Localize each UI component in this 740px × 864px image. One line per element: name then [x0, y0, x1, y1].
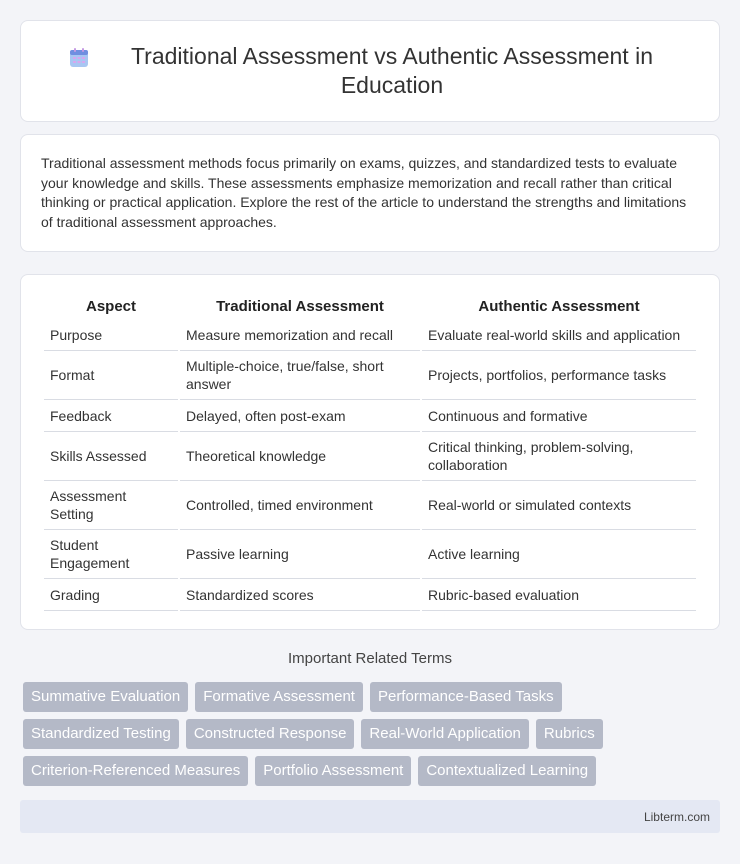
cell-traditional: Theoretical knowledge	[180, 432, 420, 481]
related-terms-list	[23, 682, 723, 786]
header-authentic: Authentic Assessment	[478, 298, 640, 315]
page-title: Traditional Assessment vs Authentic Assessment in Education	[130, 43, 653, 98]
cell-aspect: Assessment Setting	[44, 481, 178, 530]
tag-formative-assessment[interactable]: Formative Assessment	[195, 682, 363, 712]
cell-authentic: Continuous and formative	[422, 400, 696, 432]
tag-standardized-testing[interactable]: Standardized Testing	[23, 719, 179, 749]
tag-portfolio-assessment[interactable]: Portfolio Assessment	[255, 756, 411, 786]
cell-traditional: Passive learning	[180, 530, 420, 579]
tag-summative-evaluation[interactable]: Summative Evaluation	[23, 682, 188, 712]
table-row	[44, 319, 696, 351]
tag-rubrics[interactable]: Rubrics	[536, 719, 603, 749]
cell-authentic: Projects, portfolios, performance tasks	[422, 351, 696, 400]
table-row	[44, 579, 696, 611]
header-aspect: Aspect	[85, 298, 137, 315]
cell-authentic: Real-world or simulated contexts	[422, 481, 696, 530]
cell-traditional: Controlled, timed environment	[180, 481, 420, 530]
tag-contextualized-learning[interactable]: Contextualized Learning	[418, 756, 596, 786]
table-row	[44, 432, 696, 481]
table-row	[44, 351, 696, 400]
related-terms-heading: Important Related Terms	[288, 650, 452, 667]
tag-criterion-referenced-measures[interactable]: Criterion-Referenced Measures	[23, 756, 248, 786]
cell-traditional: Delayed, often post-exam	[180, 400, 420, 432]
cell-authentic: Active learning	[422, 530, 696, 579]
cell-aspect: Purpose	[44, 319, 178, 351]
table-row	[44, 530, 696, 579]
tag-real-world-application[interactable]: Real-World Application	[361, 719, 528, 749]
title-card	[20, 20, 720, 122]
comparison-table	[42, 295, 698, 611]
cell-authentic: Rubric-based evaluation	[422, 579, 696, 611]
cell-aspect: Student Engagement	[44, 530, 178, 579]
cell-traditional: Measure memorization and recall	[180, 319, 420, 351]
calendar-icon	[68, 47, 90, 69]
table-row	[44, 400, 696, 432]
intro-paragraph: Traditional assessment methods focus primarily on exams, quizzes, and standardized tests to evaluate your knowledge and skills. These assessments emphasize memorization and recall rather than critical thinking or practical application. Explore the rest of the article to understand the strengths and limitations of traditional assessment approaches.	[41, 155, 687, 230]
table-row	[44, 481, 696, 530]
cell-aspect: Grading	[44, 579, 178, 611]
tag-performance-based-tasks[interactable]: Performance-Based Tasks	[370, 682, 562, 712]
cell-authentic: Evaluate real-world skills and application	[422, 319, 696, 351]
cell-authentic: Critical thinking, problem-solving, collaboration	[422, 432, 696, 481]
cell-traditional: Multiple-choice, true/false, short answer	[180, 351, 420, 400]
tag-constructed-response[interactable]: Constructed Response	[186, 719, 355, 749]
table-header-row	[44, 295, 696, 319]
comparison-table-card	[20, 274, 720, 630]
intro-card	[20, 134, 720, 252]
cell-aspect: Feedback	[44, 400, 178, 432]
header-traditional: Traditional Assessment	[216, 298, 384, 315]
cell-traditional: Standardized scores	[180, 579, 420, 611]
footer-site-link[interactable]: Libterm.com	[643, 809, 710, 824]
footer-bar	[20, 800, 720, 833]
cell-aspect: Skills Assessed	[44, 432, 178, 481]
cell-aspect: Format	[44, 351, 178, 400]
